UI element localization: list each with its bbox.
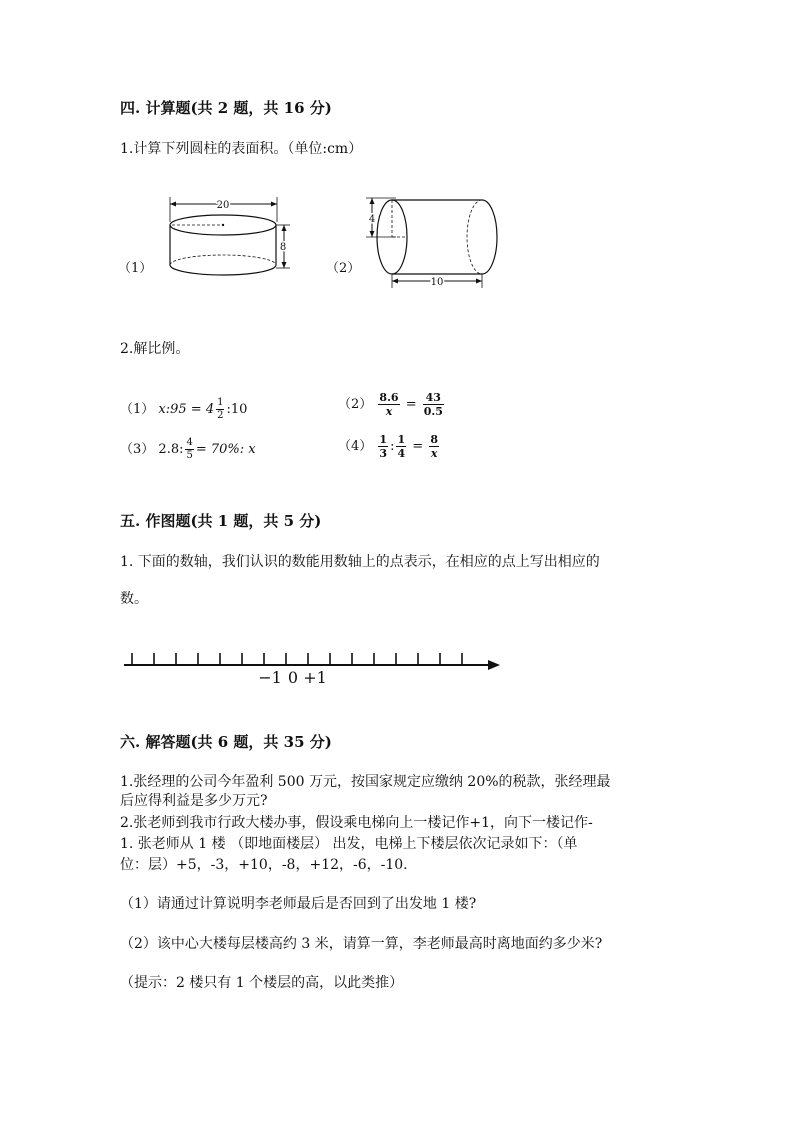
question-6-2-line-2: 1. 张老师从 1 楼 （即地面楼层） 出发，电梯上下楼层依次记录如下：（单 (120, 836, 578, 852)
proportion-1-fraction: $\frac{1}{2}$ (217, 397, 224, 421)
figure-1-label: （1） (118, 261, 153, 276)
proportion-4-fraction-1: $\frac{1}{3}$ (379, 433, 388, 460)
proportion-1-right: :10 (226, 402, 248, 417)
question-6-2-line-1: 2.张老师到我市行政大楼办事，假设乘电梯向上一楼记作+1，向下一楼记作- (120, 815, 593, 831)
question-6-2-hint: （提示：2 楼只有 1 个楼层的高，以此类推） (120, 975, 404, 991)
figure-2-label: （2） (326, 261, 361, 276)
number-line-arrow (488, 660, 500, 670)
proportion-4-fraction-3: $\frac{8}{x}$ (430, 433, 438, 460)
section-5-title: 五. 作图题(共 1 题，共 5 分) (120, 512, 322, 530)
proportion-2-fraction-left: $\frac{8.6}{x}$ (379, 391, 399, 418)
figure-2-length: 10 (430, 277, 444, 288)
question-6-2-sub-2: （2）该中心大楼每层楼高约 3 米，请算一算，李老师最高时离地面约多少米? (120, 936, 603, 952)
question-6-2-line-3: 位：层）+5，-3，+10，-8，+12，-6，-10. (120, 857, 408, 873)
axis-label-zero: 0 (287, 668, 299, 687)
cylinder-figure-1 (160, 192, 300, 282)
figure-1-diameter: 20 (216, 200, 230, 211)
section-4-title: 四. 计算题(共 2 题，共 16 分) (120, 99, 332, 117)
proportion-1-left: x:95 = 4 (158, 402, 215, 417)
number-line (120, 645, 510, 690)
figure-1-height: 8 (279, 242, 287, 253)
axis-label-minus-one: −1 (258, 668, 282, 687)
proportion-2: （2） $\frac{8.6}{x}$ = $\frac{43}{0.5}$ (338, 391, 443, 418)
figure-2-radius: 4 (368, 214, 376, 225)
proportion-2-fraction-right: $\frac{43}{0.5}$ (423, 391, 443, 418)
cylinder-figure-2 (360, 192, 510, 292)
proportion-2-label: （2） (338, 397, 373, 412)
question-4-1: 1.计算下列圆柱的表面积。（单位:cm） (120, 141, 363, 157)
question-4-2: 2.解比例。 (120, 341, 190, 357)
question-5-1-line-1: 1. 下面的数轴，我们认识的数能用数轴上的点表示，在相应的点上写出相应的 (120, 554, 600, 570)
proportion-1 (120, 398, 247, 421)
proportion-4-label: （4） (338, 439, 373, 454)
proportion-4: （4） $\frac{1}{3}$ : $\frac{1}{4}$ = $\frac{8}{x}$ (338, 433, 438, 460)
proportion-1-label: （1） (120, 402, 155, 417)
question-6-1-line-1: 1.张经理的公司今年盈利 500 万元，按国家规定应缴纳 20%的税款，张经理最 (120, 774, 611, 790)
section-6-title: 六. 解答题(共 6 题，共 35 分) (120, 733, 332, 751)
question-6-1-line-2: 后应得利益是多少万元? (120, 793, 268, 809)
proportion-3: （3） 2.8: $\frac{4}{5}$ = 70%: x (120, 437, 256, 461)
question-6-2-sub-1: （1）请通过计算说明李老师最后是否回到了出发地 1 楼? (120, 896, 477, 912)
proportion-3-fraction: $\frac{4}{5}$ (186, 437, 193, 461)
axis-label-plus-one: +1 (303, 668, 327, 687)
proportion-4-fraction-2: $\frac{1}{4}$ (397, 433, 406, 460)
proportion-3-label: （3） (120, 442, 155, 457)
question-5-1-line-2: 数。 (120, 591, 148, 607)
